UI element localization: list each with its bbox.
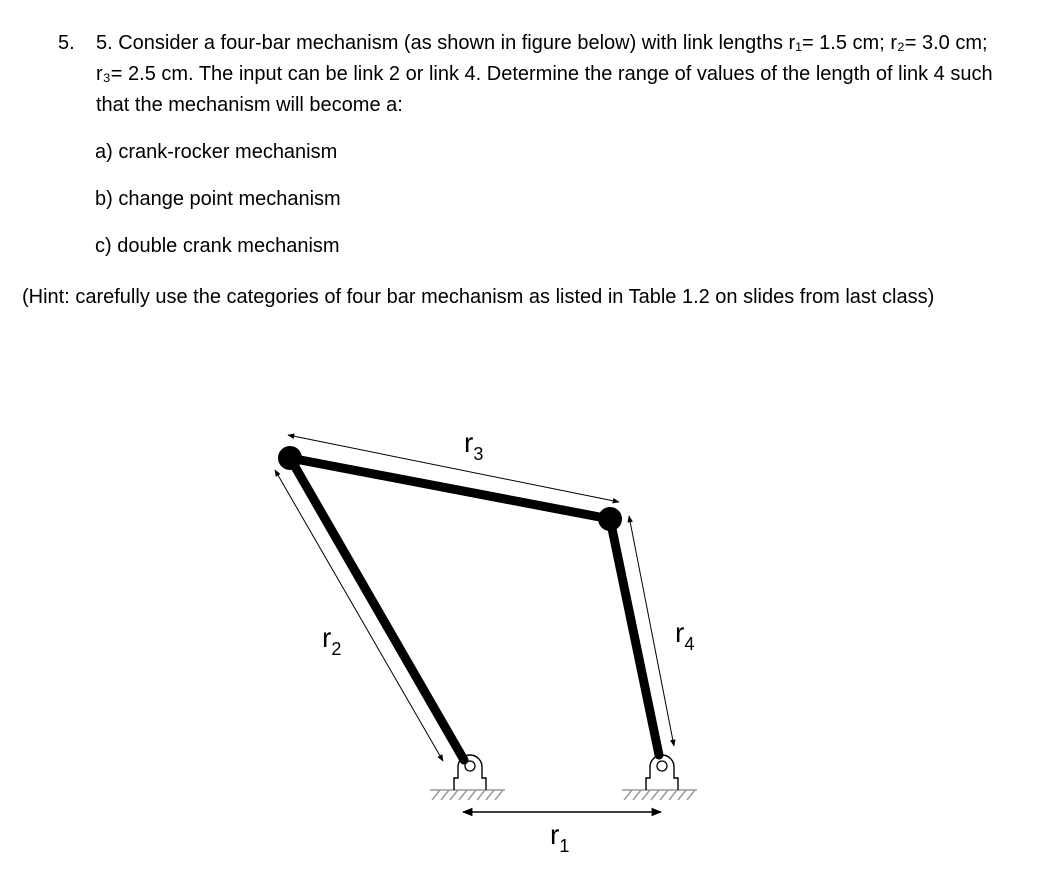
option-b: b) change point mechanism (95, 188, 341, 210)
label-r1 (550, 819, 569, 856)
label-r3 (464, 427, 483, 464)
label-r4 (675, 617, 694, 654)
link-4 (610, 519, 659, 755)
label-r3-base: r (464, 427, 474, 458)
question-number: 5. (58, 32, 75, 54)
joint-a (278, 446, 302, 470)
joint-b (598, 507, 622, 531)
label-r4-base: r (675, 617, 685, 648)
option-a: a) crank-rocker mechanism (95, 141, 338, 163)
question-text: 5. Consider a four-bar mechanism (as shown in figure below) with link lengths r₁= 1.5 cm; r₂= 3.0 cm; r₃= 2.5 cm. The input can be link 2 or link 4. Determine the range of values of the length of link 4 such that the mechanism will become a: (96, 32, 993, 116)
link-2 (290, 458, 464, 760)
link-3 (290, 458, 610, 519)
ground-support-right (622, 755, 697, 800)
label-r2-base: r (322, 622, 332, 653)
hint-text: (Hint: carefully use the categories of four bar mechanism as listed in Table 1.2 on slides from last class) (22, 286, 935, 308)
label-r1-base: r (550, 819, 560, 850)
label-r4-sub: 4 (684, 634, 695, 654)
label-r2-sub: 2 (331, 639, 342, 659)
dimension-arrow-r2 (275, 470, 443, 761)
option-c: c) double crank mechanism (95, 235, 340, 257)
label-r3-sub: 3 (473, 444, 484, 464)
label-r1-sub: 1 (559, 836, 570, 856)
label-r2 (322, 622, 341, 659)
